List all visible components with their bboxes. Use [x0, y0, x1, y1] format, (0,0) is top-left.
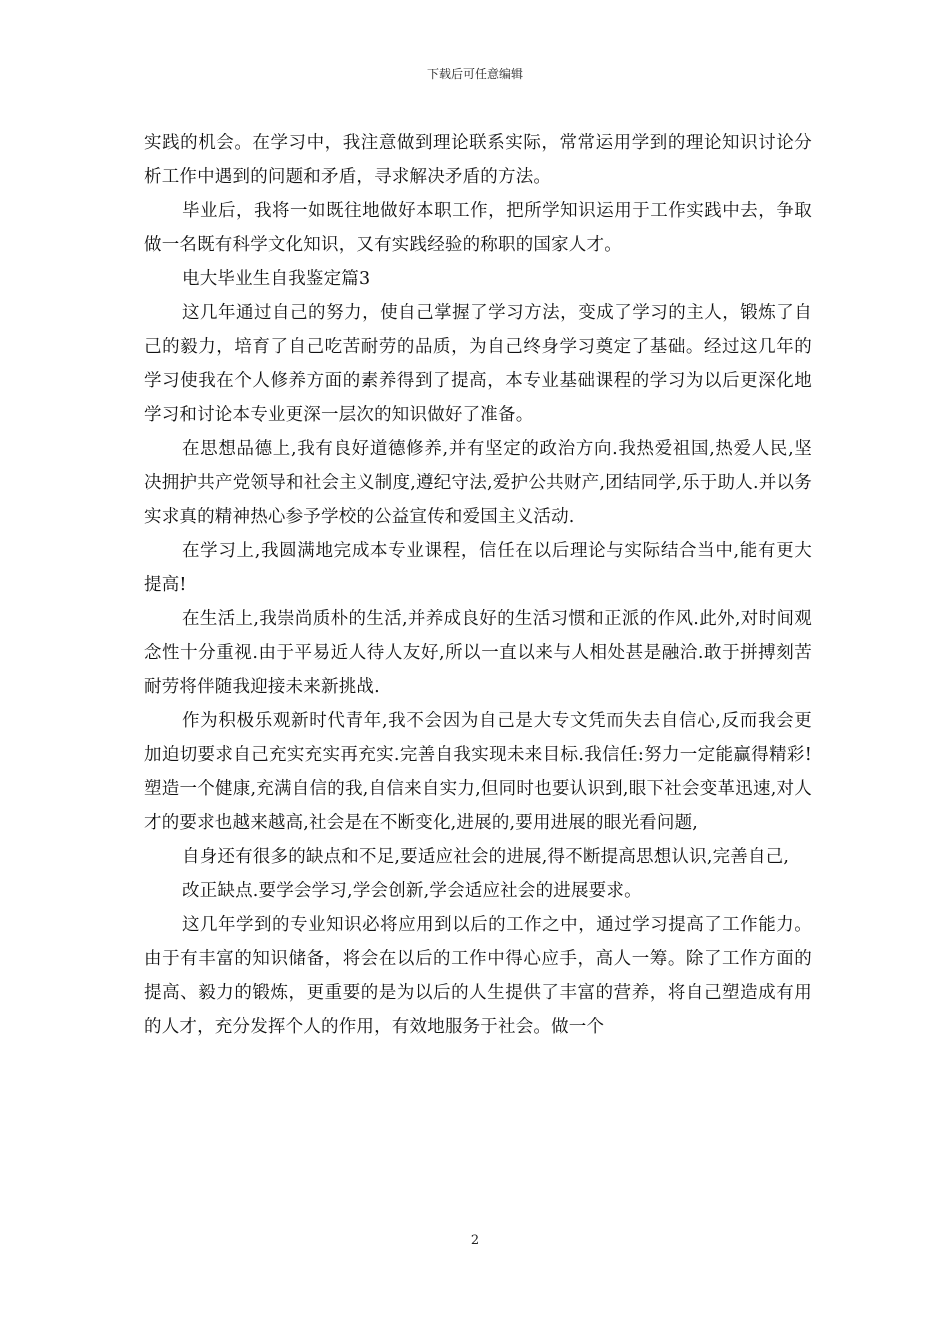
paragraph-4: 在思想品德上,我有良好道德修养,并有坚定的政治方向.我热爱祖国,热爱人民,坚决拥护共产党领导和社会主义制度,遵纪守法,爱护公共财产,团结同学,乐于助人.并以务实求真的精神热心参予学校的公益宣传和爱国主义活动. — [144, 439, 812, 527]
section-heading: 电大毕业生自我鉴定篇3 — [182, 269, 371, 289]
page-header: 下载后可任意编辑 — [426, 67, 523, 81]
paragraph-5: 在学习上,我圆满地完成本专业课程，信任在以后理论与实际结合当中,能有更大提高! — [144, 541, 812, 595]
paragraph-6: 在生活上,我崇尚质朴的生活,并养成良好的生活习惯和正派的作风.此外,对时间观念性十分重视.由于平易近人待人友好,所以一直以来与人相处甚是融洽.敢于拼搏刻苦耐劳将伴随我迎接未来新挑战. — [144, 609, 812, 697]
paragraph-10: 这几年学到的专业知识必将应用到以后的工作之中，通过学习提高了工作能力。由于有丰富的知识储备，将会在以后的工作中得心应手，高人一筹。除了工作方面的提高、毅力的锻炼，更重要的是为以后的人生提供了丰富的营养，将自己塑造成有用的人才，充分发挥个人的作用，有效地服务于社会。做一个 — [144, 915, 812, 1037]
paragraph-7: 作为积极乐观新时代青年,我不会因为自己是大专文凭而失去自信心,反而我会更加迫切要求自己充实充实再充实.完善自我实现未来目标.我信任:努力一定能赢得精彩!塑造一个健康,充满自信的我,自信来自实力,但同时也要认识到,眼下社会变革迅速,对人才的要求也越来越高,社会是在不断变化,进展的,要用进展的眼光看问题, — [144, 711, 812, 833]
paragraph-8: 自身还有很多的缺点和不足,要适应社会的进展,得不断提高思想认识,完善自己, — [182, 847, 790, 867]
document-body — [144, 126, 812, 1044]
paragraph-9: 改正缺点.要学会学习,学会创新,学会适应社会的进展要求。 — [182, 881, 642, 901]
paragraph-3: 这几年通过自己的努力，使自己掌握了学习方法，变成了学习的主人，锻炼了自己的毅力，培育了自己吃苦耐劳的品质，为自己终身学习奠定了基础。经过这几年的学习使我在个人修养方面的素养得到了提高，本专业基础课程的学习为以后更深化地学习和讨论本专业更深一层次的知识做好了准备。 — [144, 303, 812, 425]
paragraph-2: 毕业后，我将一如既往地做好本职工作，把所学知识运用于工作实践中去，争取做一名既有科学文化知识，又有实践经验的称职的国家人才。 — [144, 201, 812, 255]
paragraph-1: 实践的机会。在学习中，我注意做到理论联系实际，常常运用学到的理论知识讨论分析工作中遇到的问题和矛盾，寻求解决矛盾的方法。 — [144, 133, 812, 187]
page-number: 2 — [470, 1233, 480, 1248]
